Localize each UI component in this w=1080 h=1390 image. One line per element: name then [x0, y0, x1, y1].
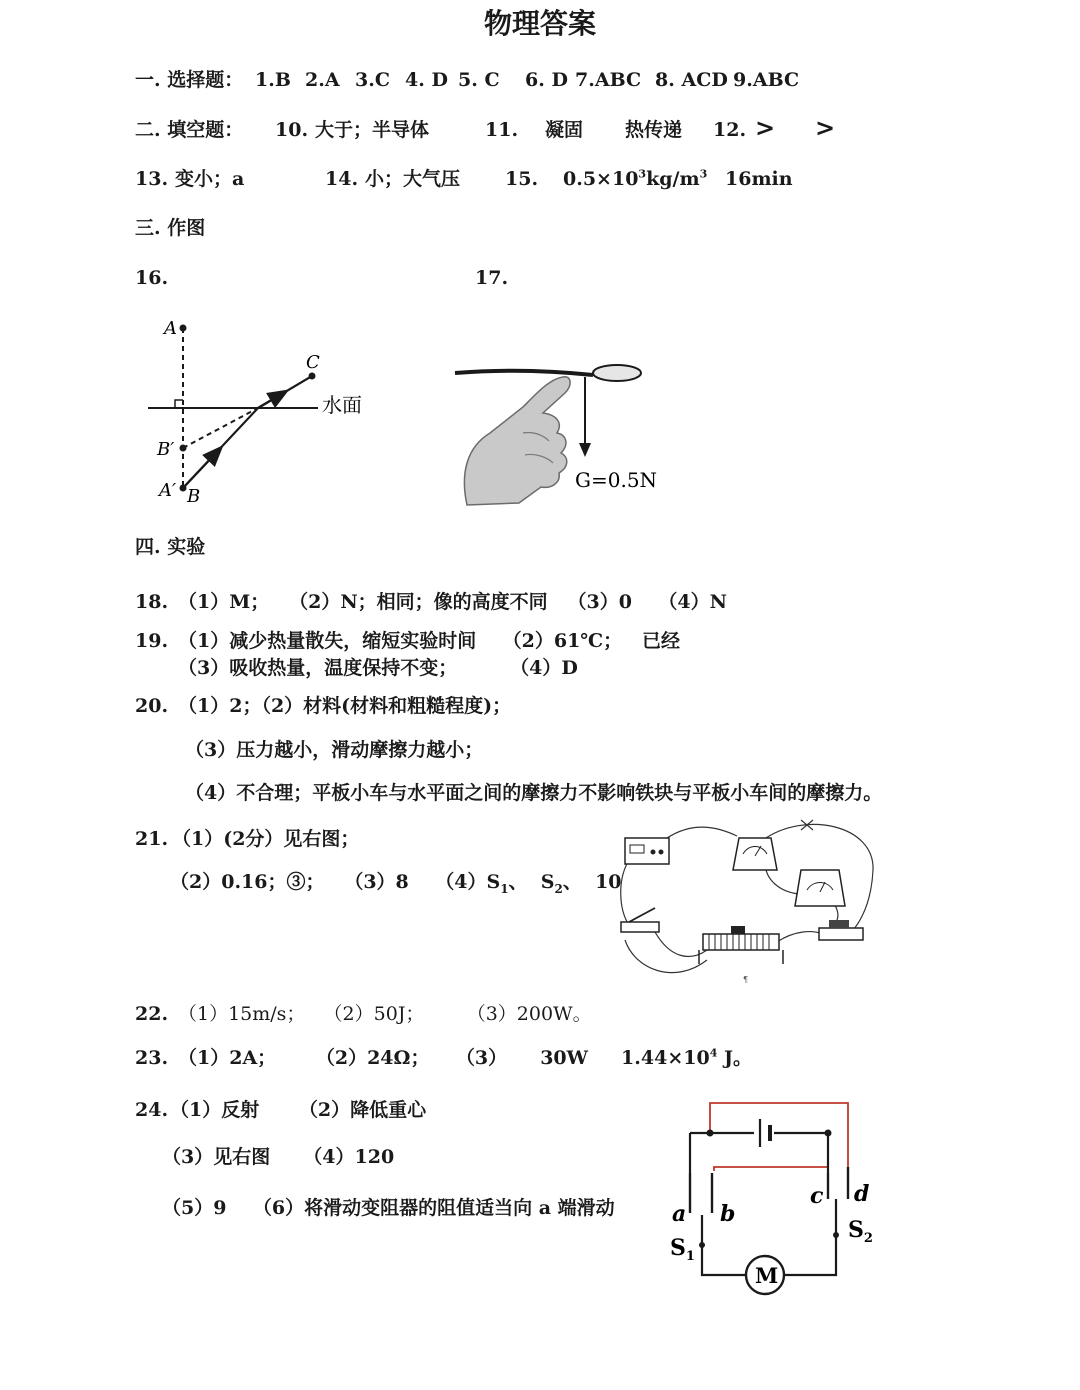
physical-circuit-figure: [615, 810, 885, 990]
q22-number: 22.: [135, 1003, 169, 1025]
figure-21-mark: ¶: [743, 975, 749, 984]
spoon-handle: [455, 371, 593, 375]
q12-answer-a: >: [755, 113, 776, 142]
q17-number: 17.: [475, 267, 509, 289]
q23-number: 23.: [135, 1047, 169, 1069]
label-d: d: [854, 1181, 870, 1207]
q21-number: 21.: [135, 828, 169, 850]
q13-number: 13.: [135, 168, 169, 190]
refraction-diagram: [140, 310, 380, 510]
label-c: c: [810, 1183, 824, 1209]
ammeter: [733, 838, 777, 870]
voltmeter: [795, 870, 845, 906]
q19-answer-line-1: （1）减少热量散失，缩短实验时间 （2）61℃； 已经: [178, 630, 680, 652]
q22-answer: （1）15m/s； （2）50J； （3）200W。: [178, 1003, 592, 1025]
answer-9: 9.ABC: [733, 69, 800, 91]
switch-s2-pivot: [833, 1232, 839, 1238]
spoon-balance-figure: [445, 355, 665, 510]
point-a: [180, 325, 187, 332]
spoon-bowl: [593, 365, 641, 381]
label-gravity: G=0.5N: [575, 468, 658, 492]
q24-answer-line-3: （5）9 （6）将滑动变阻器的阻值适当向 a 端滑动: [162, 1197, 615, 1219]
q20-answer-line-3: （4）不合理；平板小车与水平面之间的摩擦力不影响铁块与平板小车间的摩擦力。: [185, 782, 883, 804]
right-angle-mark: [175, 400, 183, 408]
wire-battery-to-switch: [621, 860, 629, 925]
label-a: A: [164, 318, 177, 339]
q18-answer: （1）M； （2）N；相同；像的高度不同 （3）0 （4）N: [178, 591, 728, 613]
rheostat: [699, 926, 783, 964]
gravity-arrow-head: [579, 443, 591, 457]
refracted-ray-arrow: [258, 395, 280, 408]
q19-number: 19.: [135, 630, 169, 652]
section-4-label: 四. 实验: [135, 536, 206, 558]
answer-3: 3.C: [355, 69, 390, 91]
q16-number: 16.: [135, 267, 169, 289]
q18-number: 18.: [135, 591, 169, 613]
q21-answer-line-2: （2）0.16；③； （3）8 $(4)S_1$、 $S_2$、 10: [170, 871, 622, 896]
battery-box: [625, 838, 669, 864]
q20-number: 20.: [135, 695, 169, 717]
label-s1: $S_1$: [670, 1235, 695, 1264]
q10-number: 10.: [275, 119, 309, 141]
section-2-label: 二. 填空题：: [135, 119, 244, 141]
lamp-holder: [819, 920, 863, 940]
label-c: C: [306, 352, 320, 373]
dashed-virtual-ray: [183, 408, 258, 448]
q12-number: 12.: [713, 119, 747, 141]
answer-8: 8. ACD: [655, 69, 728, 91]
q20-answer-line-1: （1）2；（2）材料(材料和粗糙程度)；: [178, 695, 512, 717]
label-b: b: [720, 1201, 736, 1227]
page-title: 物理答案: [483, 7, 596, 40]
q10-answer: 大于；半导体: [315, 119, 430, 141]
answer-6: 6. D: [525, 69, 568, 91]
junction-left: [707, 1130, 714, 1137]
motor-circuit-diagram: [660, 1095, 890, 1305]
q14-number: 14.: [325, 168, 359, 190]
q15-answer: $0.5\times 10^3kg/m^3$: [563, 167, 708, 190]
label-a-prime: A′: [159, 480, 177, 501]
q12-answer-b: >: [815, 113, 836, 142]
label-motor: M: [755, 1263, 779, 1288]
q11-number: 11.: [485, 119, 519, 141]
red-wire-middle: [714, 1167, 828, 1171]
q11-answer-a: 凝固: [545, 119, 584, 141]
wire-rheostat-to-lamp: [777, 932, 823, 942]
answer-1: 1.B: [255, 69, 291, 91]
answer-4: 4. D: [405, 69, 448, 91]
q23-answer: （1）2A； （2）24Ω； （3） 30W $1.44\times 10^4$ J。: [178, 1046, 752, 1069]
label-s2: $S_2$: [848, 1217, 873, 1246]
answer-5: 5. C: [458, 69, 500, 91]
q13-answer: 变小；a: [175, 168, 245, 190]
q14-answer: 小；大气压: [365, 168, 461, 190]
q11-answer-b: 热传递: [625, 119, 683, 141]
q15-number: 15.: [505, 168, 539, 190]
answer-2: 2.A: [305, 69, 340, 91]
label-b-prime: B′: [157, 439, 175, 460]
hand-shape: [464, 377, 570, 505]
wire-battery-to-ammeter: [667, 827, 737, 838]
q24-answer-line-1: （1）反射 （2）降低重心: [170, 1099, 427, 1121]
label-a: a: [672, 1201, 687, 1227]
q16-time-answer: 16min: [725, 168, 793, 190]
q19-answer-line-2: （3）吸收热量，温度保持不变； （4）D: [178, 657, 578, 679]
q24-number: 24.: [135, 1099, 169, 1121]
q21-answer-line-1: （1）(2分）见右图；: [172, 828, 360, 850]
answer-7: 7.ABC: [575, 69, 642, 91]
switch-s1-pivot: [699, 1242, 705, 1248]
section-3-label: 三. 作图: [135, 217, 206, 239]
section-1-label: 一. 选择题：: [135, 69, 244, 91]
label-b: B: [187, 486, 201, 507]
q20-answer-line-2: （3）压力越小，滑动摩擦力越小；: [185, 739, 484, 761]
label-water-surface: 水面: [322, 393, 362, 417]
q24-answer-line-2: （3）见右图 （4）120: [162, 1146, 395, 1168]
incident-ray-arrow: [183, 453, 216, 488]
